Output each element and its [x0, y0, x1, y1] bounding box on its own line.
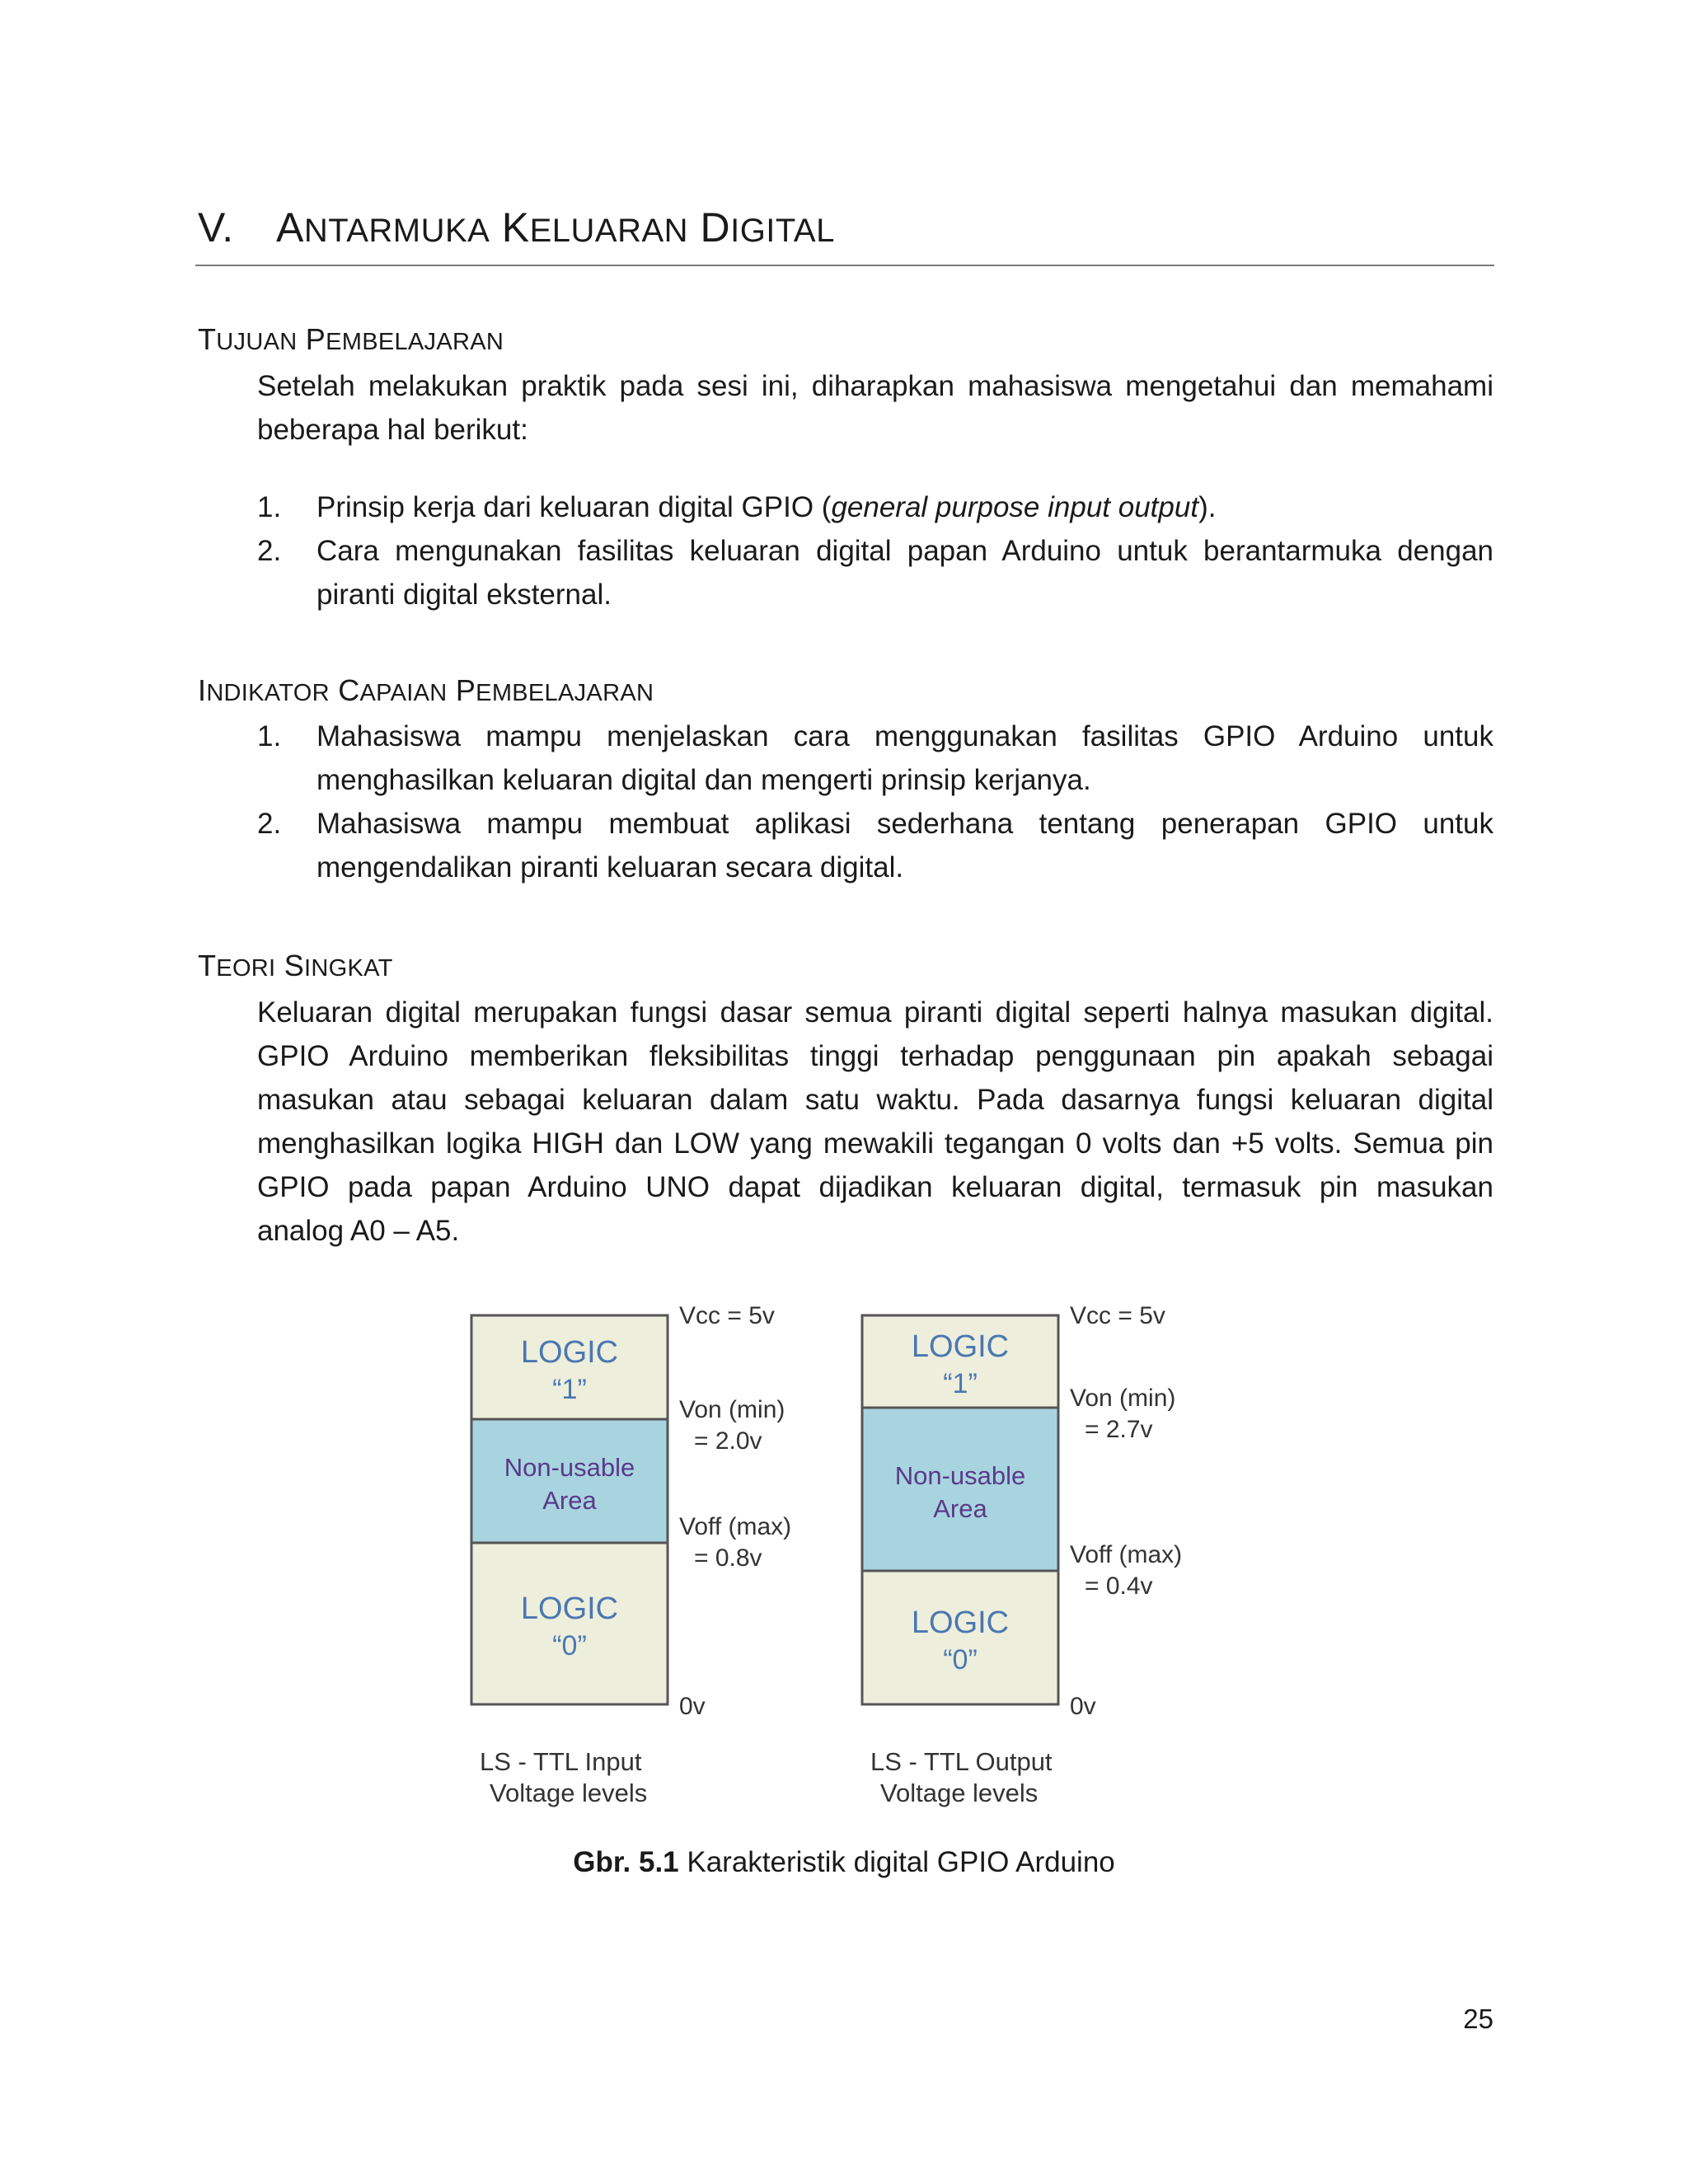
diagram-input-nonusable-label: Non-usable [504, 1453, 635, 1482]
title-rest: IGITAL [730, 213, 835, 249]
diagram-output-voff-value: = 0.4v [1085, 1572, 1153, 1600]
title-rule [195, 265, 1494, 266]
diagram-input-voff-value: = 0.8v [694, 1544, 762, 1572]
caption-label: Gbr. 5.1 [573, 1846, 679, 1878]
text-line: Setelah melakukan praktik pada sesi ini, diharapkan mahasiswa mengetahui dan memahami [257, 370, 1493, 402]
diagram-output-von-value: = 2.7v [1085, 1416, 1153, 1443]
text-line: analog A0 – A5. [257, 1215, 460, 1247]
title-rest: ELUARAN [529, 213, 689, 249]
text-line: Mahasiswa mampu membuat aplikasi sederhana tentang penerapan GPIO untuk [316, 808, 1493, 840]
page-number: 25 [1463, 2004, 1493, 2034]
list-marker: 2. [257, 808, 282, 840]
voltage-levels-diagram [462, 1286, 1220, 1830]
heading-rest: EORI [216, 955, 276, 982]
text-line: piranti digital eksternal. [316, 579, 612, 611]
text-line: menghasilkan keluaran digital dan mengerti prinsip kerjanya. [316, 764, 1091, 796]
list-item [257, 485, 1493, 529]
diagram-input-logic0-label: LOGIC [520, 1591, 619, 1626]
heading-rest: INGKAT [304, 955, 393, 982]
title-initial: D [700, 204, 731, 251]
list-item [257, 529, 1493, 616]
list-item [257, 802, 1493, 889]
tujuan-intro [257, 364, 1493, 452]
heading-initial: S [284, 949, 305, 982]
text-run: Prinsip kerja dari keluaran digital GPIO ( [316, 491, 832, 523]
heading-initial: C [338, 673, 360, 707]
title-rest: NTARMUKA [303, 213, 490, 249]
diagram-output-von-label: Von (min) [1070, 1385, 1176, 1412]
heading-rest: EMBELAJARAN [326, 329, 504, 355]
indikator-list [257, 715, 1493, 889]
heading-rest: APAIAN [359, 680, 448, 706]
heading-rest: EMBELAJARAN [476, 680, 654, 706]
chapter-number: V. [198, 204, 234, 251]
chapter-title [198, 203, 1492, 255]
diagram-input-nonusable-area: Area [542, 1486, 597, 1515]
diagram-output-voff-label: Voff (max) [1070, 1541, 1183, 1568]
list-marker: 1. [257, 491, 282, 523]
title-initial: K [501, 204, 530, 251]
diagram-output-logic1-label: LOGIC [911, 1329, 1010, 1364]
diagram-input-vcc-label: Vcc = 5v [679, 1302, 775, 1329]
diagram-input-caption-line2: Voltage levels [490, 1779, 648, 1807]
diagram-output-caption-line2: Voltage levels [880, 1779, 1039, 1807]
italic-term: general purpose input output [831, 491, 1199, 523]
diagram-input-von-label: Von (min) [679, 1396, 785, 1423]
text-line: menghasilkan logika HIGH dan LOW yang mewakili tegangan 0 volts dan +5 volts. Semua pin [257, 1127, 1493, 1160]
list-marker: 1. [257, 720, 282, 752]
heading-rest: NDIKATOR [206, 680, 330, 706]
teori-paragraph [257, 991, 1493, 1253]
diagram-input-zero-label: 0v [679, 1693, 706, 1720]
diagram-input-logic1-value: “1” [552, 1374, 587, 1405]
text-line: Mahasiswa mampu menjelaskan cara menggunakan fasilitas GPIO Arduino untuk [316, 720, 1493, 752]
text-line: beberapa hal berikut: [257, 414, 528, 446]
section-heading-indikator [198, 673, 654, 711]
diagram-output-nonusable-label: Non-usable [894, 1461, 1026, 1490]
figure-caption [0, 1844, 1688, 1881]
heading-initial: T [198, 322, 217, 356]
diagram-input-voff-label: Voff (max) [679, 1513, 792, 1540]
diagram-input-logic1-label: LOGIC [520, 1335, 619, 1370]
title-initial: A [276, 204, 304, 251]
diagram-output-vcc-label: Vcc = 5v [1070, 1302, 1165, 1329]
diagram-output-logic0-value: “0” [943, 1644, 978, 1675]
text-line: Cara mengunakan fasilitas keluaran digital papan Arduino untuk berantarmuka dengan [316, 535, 1493, 567]
list-marker: 2. [257, 535, 282, 567]
caption-text: Karakteristik digital GPIO Arduino [678, 1846, 1115, 1878]
tujuan-list [257, 485, 1493, 616]
diagram-output-caption-line1: LS - TTL Output [870, 1747, 1053, 1776]
text-line: GPIO Arduino memberikan fleksibilitas tinggi terhadap penggunaan pin apakah sebagai [257, 1040, 1493, 1072]
heading-initial: I [198, 673, 207, 707]
diagram-output-nonusable-area: Area [933, 1494, 987, 1523]
section-heading-tujuan [198, 321, 504, 360]
text-line [316, 485, 1493, 529]
diagram-output-logic0-label: LOGIC [911, 1605, 1010, 1640]
diagram-input-caption-line1: LS - TTL Input [480, 1747, 642, 1776]
text-run: ). [1198, 491, 1217, 523]
voltage-levels-figure [462, 1286, 1220, 1830]
diagram-input-logic0-value: “0” [552, 1630, 587, 1661]
text-line: mengendalikan piranti keluaran secara digital. [316, 851, 904, 883]
text-line: Keluaran digital merupakan fungsi dasar semua piranti digital seperti halnya masukan digital. [257, 996, 1493, 1029]
heading-rest: UJUAN [216, 329, 298, 355]
diagram-input-von-value: = 2.0v [694, 1427, 762, 1455]
diagram-output-logic1-value: “1” [943, 1368, 978, 1399]
section-heading-teori [198, 948, 393, 987]
diagram-output-zero-label: 0v [1070, 1693, 1096, 1720]
text-line: GPIO pada papan Arduino UNO dapat dijadikan keluaran digital, termasuk pin masukan [257, 1171, 1493, 1203]
heading-initial: T [198, 949, 217, 982]
heading-initial: P [455, 673, 476, 707]
heading-initial: P [305, 322, 326, 356]
text-line: masukan atau sebagai keluaran dalam satu waktu. Pada dasarnya fungsi keluaran digital [257, 1084, 1493, 1116]
list-item [257, 715, 1493, 802]
